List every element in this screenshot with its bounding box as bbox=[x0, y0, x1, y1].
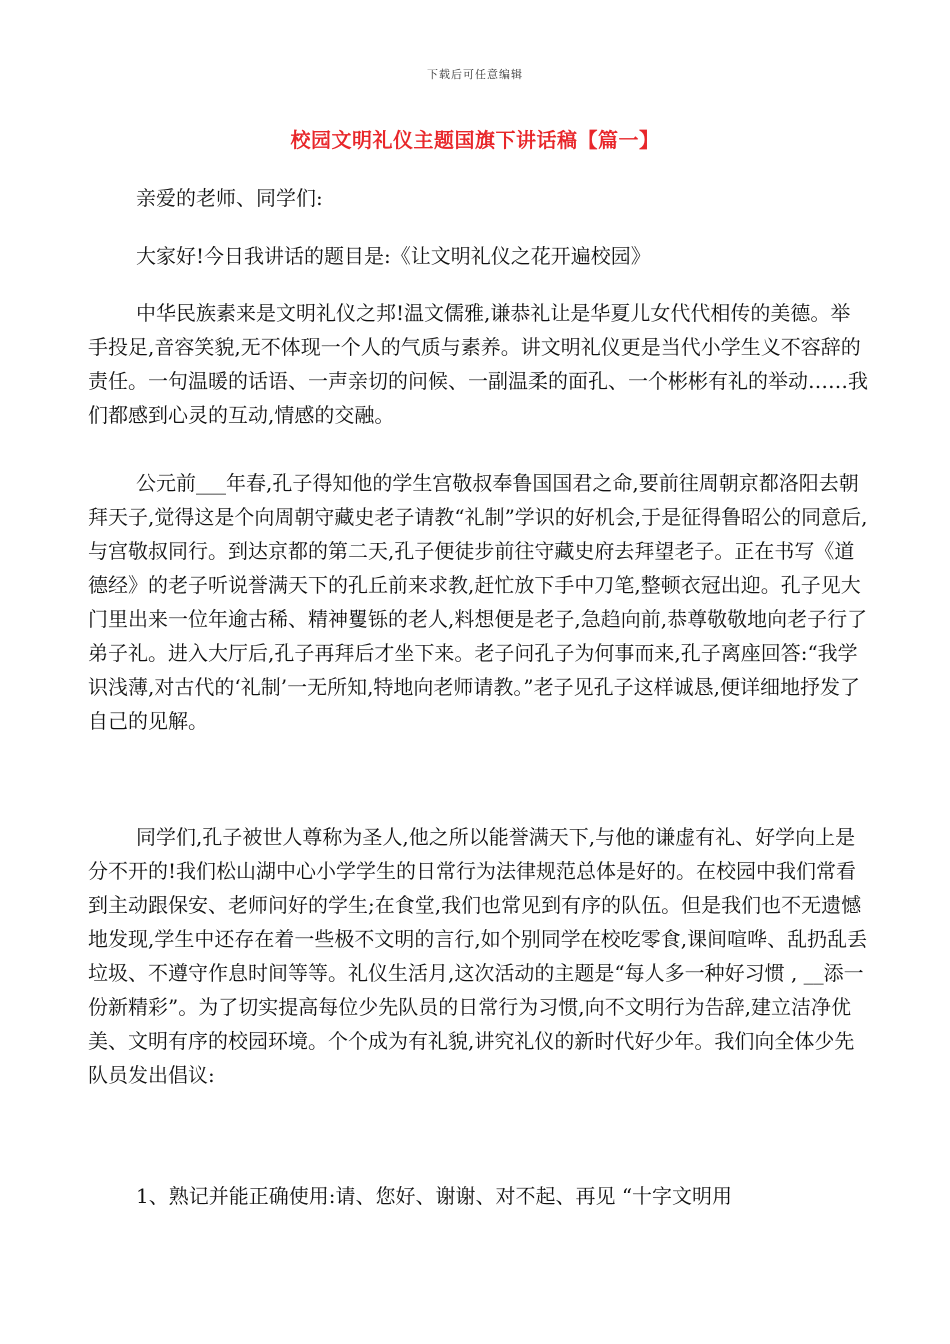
topic-line: 大家好!今日我讲话的题目是:《让文明礼仪之花开遍校园》 bbox=[136, 244, 651, 268]
paragraph-proposal-item-1: 1、熟记并能正确使用:请、您好、谢谢、对不起、再见 “十字文明用 bbox=[136, 1184, 733, 1208]
paragraph-intro: 中华民族素来是文明礼仪之邦!温文儒雅,谦恭礼让是华夏儿女代代相传的美德。举手投足,音容笑貌,无不体现一个人的气质与素养。讲文明礼仪更是当代小学生义不容辞的责任。一句温暖的话语、一声亲切的问候、一副温柔的面孔、一个彬彬有礼的举动……我们都感到心灵的互动,情感的交融。 bbox=[88, 301, 868, 427]
greeting-line: 亲爱的老师、同学们: bbox=[136, 186, 323, 210]
paragraph-confucius-story: 公元前___年春,孔子得知他的学生宫敬叔奉鲁国国君之命,要前往周朝京都洛阳去朝拜天子,觉得这是个向周朝守藏史老子请教“礼制”学识的好机会,于是征得鲁昭公的同意后,与宫敬叔同行。到达京都的第二天,孔子便徒步前往守藏史府去拜望老子。正在书写《道德经》的老子听说誉满天下的孔丘前来求教,赶忙放下手中刀笔,整顿衣冠出迎。孔子见大门里出来一位年逾古稀、精神矍铄的老人,料想便是老子,急趋向前,恭尊敬敬地向老子行了弟子礼。进入大厅后,孔子再拜后才坐下来。老子问孔子为何事而来,孔子离座回答:“我学识浅薄,对古代的‘礼制’一无所知,特地向老师请教。”老子见孔子这样诚恳,便详细地抒发了自己的见解。 bbox=[88, 471, 868, 733]
document-title: 校园文明礼仪主题国旗下讲话稿【篇一】 bbox=[290, 128, 660, 152]
paragraph-school-appeal: 同学们,孔子被世人尊称为圣人,他之所以能誉满天下,与他的谦虚有礼、好学向上是分不开的!我们松山湖中心小学学生的日常行为法律规范总体是好的。在校园中我们常看到主动跟保安、老师问好的学生;在食堂,我们也常见到有序的队伍。但是我们也不无遗憾地发现,学生中还存在着一些极不文明的言行,如个别同学在校吃零食,课间喧哗、乱扔乱丢垃圾、不遵守作息时间等等。礼仪生活月,这次活动的主题是“每人多一种好习惯 , __添一份新精彩”。为了切实提高每位少先队员的日常行为习惯,向不文明行为告辞,建立洁净优美、文明有序的校园环境。个个成为有礼貌,讲究礼仪的新时代好少年。我们向全体少先队员发出倡议: bbox=[88, 825, 868, 1087]
page-header-note: 下载后可任意编辑 bbox=[427, 68, 523, 81]
